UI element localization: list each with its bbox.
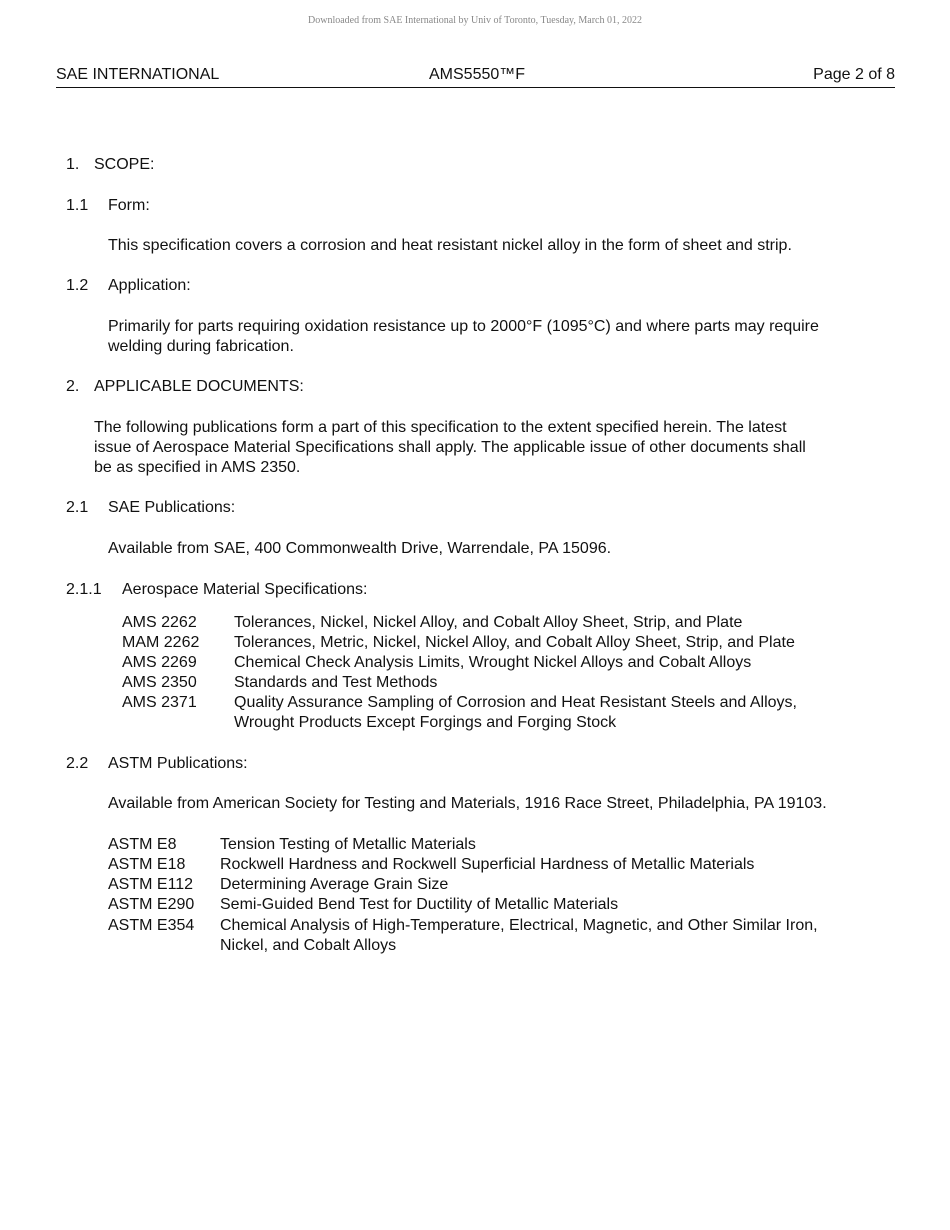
- header-page-number: Page 2 of 8: [813, 66, 895, 83]
- download-watermark: Downloaded from SAE International by Univ of Toronto, Tuesday, March 01, 2022: [308, 15, 642, 26]
- section-number: 1.1: [66, 197, 89, 214]
- section-1-2-text-line-1: Primarily for parts requiring oxidation resistance up to 2000°F (1095°C) and where parts may require: [108, 318, 819, 335]
- section-title: Application:: [108, 277, 191, 294]
- section-number: 2.2: [66, 755, 89, 772]
- section-2-2-text: Available from American Society for Testing and Materials, 1916 Race Street, Philadelphia, PA 19103.: [108, 795, 827, 812]
- reference-code: ASTM E8: [108, 836, 177, 853]
- reference-code: ASTM E354: [108, 917, 195, 934]
- reference-code: AMS 2350: [122, 674, 197, 691]
- reference-code: AMS 2371: [122, 694, 197, 711]
- section-title: SCOPE:: [94, 156, 155, 173]
- reference-title: Semi-Guided Bend Test for Ductility of Metallic Materials: [220, 896, 619, 913]
- reference-code: ASTM E18: [108, 856, 186, 873]
- reference-code: ASTM E112: [108, 876, 194, 893]
- section-number: 1.: [66, 156, 80, 173]
- reference-title: Tolerances, Nickel, Nickel Alloy, and Cobalt Alloy Sheet, Strip, and Plate: [234, 614, 743, 631]
- reference-title: Rockwell Hardness and Rockwell Superficial Hardness of Metallic Materials: [220, 856, 755, 873]
- header-organization: SAE INTERNATIONAL: [56, 66, 220, 83]
- section-2-text-line-3: be as specified in AMS 2350.: [94, 459, 301, 476]
- page-header: [56, 66, 895, 88]
- section-1-1-text: This specification covers a corrosion and heat resistant nickel alloy in the form of sheet and strip.: [108, 237, 792, 254]
- section-number: 2.: [66, 378, 80, 395]
- section-2-1-text: Available from SAE, 400 Commonwealth Drive, Warrendale, PA 15096.: [108, 540, 612, 557]
- reference-title-line-1: Chemical Analysis of High-Temperature, Electrical, Magnetic, and Other Similar Iron,: [220, 917, 818, 934]
- reference-code: AMS 2269: [122, 654, 197, 671]
- header-document-id: AMS5550™F: [429, 66, 526, 83]
- section-title: SAE Publications:: [108, 499, 236, 516]
- section-title: APPLICABLE DOCUMENTS:: [94, 378, 304, 395]
- reference-title-line-2: Nickel, and Cobalt Alloys: [220, 937, 397, 954]
- reference-title-line-1: Quality Assurance Sampling of Corrosion and Heat Resistant Steels and Alloys,: [234, 694, 797, 711]
- reference-code: ASTM E290: [108, 896, 195, 913]
- reference-title: Tension Testing of Metallic Materials: [220, 836, 476, 853]
- reference-title: Standards and Test Methods: [234, 674, 438, 691]
- reference-title: Chemical Check Analysis Limits, Wrought Nickel Alloys and Cobalt Alloys: [234, 654, 752, 671]
- section-number: 2.1: [66, 499, 89, 516]
- section-2-text-line-2: issue of Aerospace Material Specifications shall apply. The applicable issue of other documents shall: [94, 439, 806, 456]
- reference-title: Determining Average Grain Size: [220, 876, 449, 893]
- reference-code: AMS 2262: [122, 614, 197, 631]
- section-2-text-line-1: The following publications form a part of this specification to the extent specified herein. The latest: [94, 419, 787, 436]
- section-number: 1.2: [66, 277, 89, 294]
- section-title: Form:: [108, 197, 150, 214]
- reference-title: Tolerances, Metric, Nickel, Nickel Alloy, and Cobalt Alloy Sheet, Strip, and Plate: [234, 634, 795, 651]
- reference-title-line-2: Wrought Products Except Forgings and Forging Stock: [234, 714, 617, 731]
- section-1-2-text-line-2: welding during fabrication.: [108, 338, 294, 355]
- reference-code: MAM 2262: [122, 634, 200, 651]
- section-title: ASTM Publications:: [108, 755, 248, 772]
- section-number: 2.1.1: [66, 581, 102, 598]
- section-title: Aerospace Material Specifications:: [122, 581, 368, 598]
